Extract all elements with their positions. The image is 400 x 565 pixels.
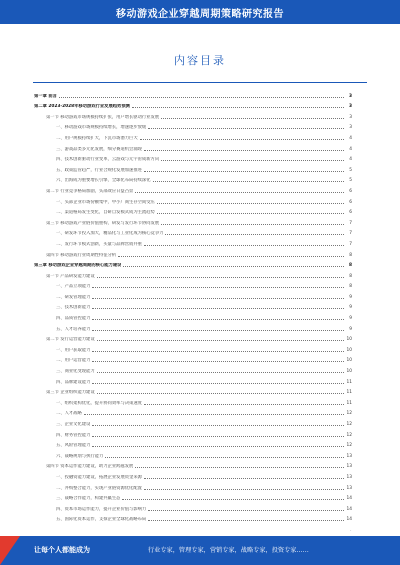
footer-slogan: 让每个人都能成为	[34, 546, 90, 554]
toc-entry-page: 11	[346, 400, 352, 406]
toc-entry-label: 第二章 2023-2028年移动游戏行业发展趋势预测	[34, 104, 130, 110]
toc-entry-page: 13	[346, 464, 352, 470]
toc-leader-dots	[92, 287, 344, 288]
toc-leader-dots	[135, 192, 344, 193]
toc-entry-page: 10	[346, 369, 352, 375]
toc-entry-label: 六、战略规划与执行能力	[56, 453, 104, 459]
toc-entry[interactable]	[34, 501, 352, 512]
toc-entry-page: 5	[349, 178, 352, 184]
toc-entry-label: 四、财务管控能力	[56, 432, 91, 438]
toc-entry-page: 3	[349, 114, 352, 120]
toc-leader-dots	[97, 340, 344, 341]
toc-entry-label: 三、商业化变现能力	[56, 369, 95, 375]
toc-entry-page: 10	[346, 347, 352, 353]
toc-entry-label: 四、品牌建设能力	[56, 379, 91, 385]
toc-entry-page: 14	[346, 496, 352, 502]
toc-entry[interactable]	[34, 141, 352, 152]
toc-entry-label: 第三节 企业组织能力建设	[46, 390, 95, 396]
toc-entry-label: 二、用户规模持续扩大，下沉市场潜力巨大	[56, 135, 138, 141]
toc-leader-dots	[161, 118, 344, 119]
toc-leader-dots	[161, 224, 344, 225]
toc-leader-dots	[144, 478, 344, 479]
toc-entry[interactable]	[34, 173, 352, 184]
toc-entry-page: 6	[349, 188, 352, 194]
toc-entry-page: 6	[349, 210, 352, 216]
toc-entry[interactable]	[34, 332, 352, 343]
toc-entry-label: 一、研发环节投入加大，精品化与工业化成为核心竞争力	[56, 231, 164, 237]
toc-entry-page: 5	[349, 167, 352, 173]
toc-entry-label: 第二节 发行运营能力建设	[46, 337, 95, 343]
toc-leader-dots	[161, 160, 344, 161]
toc-entry-label: 第三节 移动游戏产业链价值重构，研发与发行环节协同发展	[46, 220, 160, 226]
toc-entry-label: 一、头部企业市场份额集中，中小厂商生存空间受压	[56, 199, 155, 205]
toc-leader-dots	[118, 256, 344, 257]
toc-entry-page: 11	[346, 390, 352, 396]
toc-leader-dots	[92, 308, 344, 309]
toc-entry-label: 五、风险管理能力	[56, 443, 91, 449]
toc-entry[interactable]	[34, 512, 352, 523]
toc-entry[interactable]	[34, 247, 352, 258]
toc-leader-dots	[97, 277, 344, 278]
toc-leader-dots	[135, 467, 344, 468]
toc-entry-page: 7	[349, 220, 352, 226]
toc-leader-dots	[123, 266, 344, 267]
toc-entry[interactable]	[34, 226, 352, 237]
toc-leader-dots	[92, 298, 344, 299]
toc-entry-label: 第二节 行业竞争格局加剧，头部效应日益凸显	[46, 188, 134, 194]
toc-entry-label: 二、并购整合能力，实现产业链资源优化配置	[56, 485, 142, 491]
toc-entry-page: 8	[349, 263, 352, 269]
toc-entry-label: 二、研发管理能力	[56, 294, 91, 300]
toc-leader-dots	[165, 234, 344, 235]
report-title: 移动游戏企业穿越周期策略研究报告	[116, 9, 284, 20]
toc-entry-page: 10	[346, 358, 352, 364]
toc-leader-dots	[144, 404, 344, 405]
toc-entry[interactable]	[34, 385, 352, 396]
toc-entry-label: 二、人才战略	[56, 411, 82, 417]
toc-leader-dots	[140, 139, 344, 140]
toc-leader-dots	[153, 181, 344, 182]
toc-entry[interactable]	[34, 459, 352, 470]
toc-leader-dots	[92, 351, 344, 352]
toc-entry[interactable]	[34, 279, 352, 290]
toc-entry-page: 13	[346, 485, 352, 491]
toc-leader-dots	[144, 489, 344, 490]
toc-entry[interactable]	[34, 448, 352, 459]
toc-leader-dots	[144, 245, 344, 246]
toc-entry[interactable]	[34, 205, 352, 216]
toc-entry[interactable]	[34, 374, 352, 385]
toc-entry-label: 一、投融资能力建设，拓展企业发展资金来源	[56, 474, 142, 480]
footer-accent	[0, 536, 20, 565]
toc-entry-label: 第四节 移动游戏行业周期性特征分析	[46, 252, 117, 258]
toc-entry-page: 4	[349, 135, 352, 141]
toc-entry-page: 9	[349, 305, 352, 311]
toc-entry[interactable]	[34, 289, 352, 300]
toc-entry-page: 6	[349, 199, 352, 205]
toc-entry[interactable]	[34, 183, 352, 194]
toc-entry-page: 3	[349, 125, 352, 131]
toc-entry[interactable]	[34, 99, 352, 110]
toc-entry-page: 4	[349, 146, 352, 152]
toc-leader-dots	[122, 499, 344, 500]
toc-entry[interactable]	[34, 395, 352, 406]
toc-leader-dots	[148, 128, 344, 129]
toc-entry-page: 11	[346, 379, 352, 385]
toc-leader-dots	[92, 425, 344, 426]
toc-entry-label: 四、技术创新驱动行业变革，云游戏与元宇宙成新方向	[56, 157, 160, 163]
page-marker: ·	[350, 528, 352, 534]
toc-entry-label: 三、技术创新能力	[56, 305, 91, 311]
toc-entry[interactable]	[34, 130, 352, 141]
toc-leader-dots	[92, 330, 344, 331]
toc-entry-label: 一、组织架构优化，提升协同效率与决策速度	[56, 400, 142, 406]
table-of-contents	[34, 88, 352, 522]
toc-entry[interactable]	[34, 438, 352, 449]
toc-entry-label: 第四节 资本运作能力建设，助力企业跨越发展	[46, 464, 134, 470]
toc-entry[interactable]	[34, 194, 352, 205]
toc-entry[interactable]	[34, 120, 352, 131]
toc-entry-page: 12	[346, 432, 352, 438]
toc-entry-label: 一、移动游戏市场规模持续增长，增速逐步放缓	[56, 125, 147, 131]
toc-entry-page: 12	[346, 443, 352, 449]
toc-entry[interactable]	[34, 300, 352, 311]
toc-entry-label: 五、国际化资本运作，支撑企业全球化战略布局	[56, 517, 147, 523]
toc-entry[interactable]	[34, 215, 352, 226]
toc-entry[interactable]	[34, 152, 352, 163]
toc-entry[interactable]	[34, 353, 352, 364]
toc-entry-label: 四、品质管控能力	[56, 316, 91, 322]
toc-entry[interactable]	[34, 268, 352, 279]
toc-entry-label: 第一节 产品研发能力建设	[46, 273, 95, 279]
toc-entry[interactable]	[34, 480, 352, 491]
toc-entry-label: 第一节 移动游戏市场规模持续扩张，用户增长驱动行业发展	[46, 114, 160, 120]
toc-entry[interactable]	[34, 406, 352, 417]
toc-leader-dots	[148, 520, 344, 521]
toc-entry-label: 五、政策监管趋严，行业合规化发展加速推进	[56, 167, 142, 173]
header-bar	[0, 0, 400, 24]
toc-entry-label: 一、产品立项能力	[56, 284, 91, 290]
toc-leader-dots	[148, 510, 344, 511]
toc-entry[interactable]	[34, 416, 352, 427]
toc-entry-label: 六、出海成为重要增长引擎，全球化布局持续深化	[56, 178, 151, 184]
toc-entry-page: 13	[346, 453, 352, 459]
toc-entry[interactable]	[34, 162, 352, 173]
toc-entry-page: 7	[349, 231, 352, 237]
toc-entry[interactable]	[34, 491, 352, 502]
toc-leader-dots	[97, 393, 344, 394]
toc-entry[interactable]	[34, 363, 352, 374]
toc-leader-dots	[84, 414, 344, 415]
toc-entry[interactable]	[34, 236, 352, 247]
toc-entry-page: 8	[349, 284, 352, 290]
toc-entry-page: 12	[346, 411, 352, 417]
toc-entry[interactable]	[34, 109, 352, 120]
toc-leader-dots	[92, 436, 344, 437]
toc-entry-page: 4	[349, 157, 352, 163]
toc-entry[interactable]	[34, 310, 352, 321]
toc-entry-page: 12	[346, 422, 352, 427]
toc-leader-dots	[144, 150, 344, 151]
toc-entry-page: 9	[349, 294, 352, 300]
toc-entry-label: 三、企业文化建设	[56, 422, 91, 427]
toc-leader-dots	[59, 97, 344, 98]
toc-entry[interactable]	[34, 342, 352, 353]
toc-leader-dots	[92, 319, 344, 320]
toc-leader-dots	[157, 213, 344, 214]
toc-entry[interactable]	[34, 258, 352, 269]
toc-entry-page: 14	[346, 506, 352, 512]
toc-entry-page: 8	[349, 273, 352, 279]
toc-entry-label: 第三章 移动游戏企业穿越周期的核心能力建设	[34, 263, 122, 269]
toc-entry-page: 7	[349, 241, 352, 247]
toc-entry-page: 3	[349, 93, 352, 99]
toc-entry-label: 二、渠道格局发生变化，自研自发模式成为主流趋势	[56, 210, 155, 216]
toc-heading: 内容目录	[174, 54, 226, 67]
toc-leader-dots	[92, 446, 344, 447]
toc-entry[interactable]	[34, 427, 352, 438]
toc-entry-label: 五、人才培养能力	[56, 326, 91, 332]
toc-leader-dots	[105, 457, 344, 458]
toc-entry-label: 三、游戏品类多元化发展，细分赛道机会涌现	[56, 146, 142, 152]
toc-entry-label: 四、资本市场运作能力，提升企业价值与影响力	[56, 506, 147, 512]
toc-entry-page: 9	[349, 326, 352, 332]
toc-leader-dots	[132, 107, 344, 108]
toc-leader-dots	[92, 361, 344, 362]
toc-entry-page: 13	[346, 474, 352, 480]
toc-entry-page: 3	[349, 104, 352, 110]
toc-entry-page: 14	[346, 517, 352, 523]
toc-leader-dots	[157, 203, 344, 204]
toc-entry-page: 10	[346, 337, 352, 343]
toc-entry[interactable]	[34, 469, 352, 480]
toc-entry-label: 三、战略合作能力，构建共赢生态	[56, 496, 121, 502]
toc-entry-label: 第一章 前言	[34, 93, 57, 99]
footer-tagline: 行业专家，管理专家，营销专家，战略专家，投资专家……	[148, 547, 309, 554]
toc-leader-dots	[97, 372, 344, 373]
toc-entry-label: 一、用户获取能力	[56, 347, 91, 353]
toc-divider	[33, 82, 367, 83]
toc-entry-label: 二、用户运营能力	[56, 358, 91, 364]
toc-entry-page: 8	[349, 252, 352, 258]
toc-leader-dots	[92, 383, 344, 384]
toc-leader-dots	[144, 171, 344, 172]
toc-entry[interactable]	[34, 321, 352, 332]
toc-entry-page: 9	[349, 316, 352, 322]
toc-entry-label: 二、发行环节模式创新，买量与品牌营销并重	[56, 241, 142, 247]
toc-entry[interactable]	[34, 88, 352, 99]
